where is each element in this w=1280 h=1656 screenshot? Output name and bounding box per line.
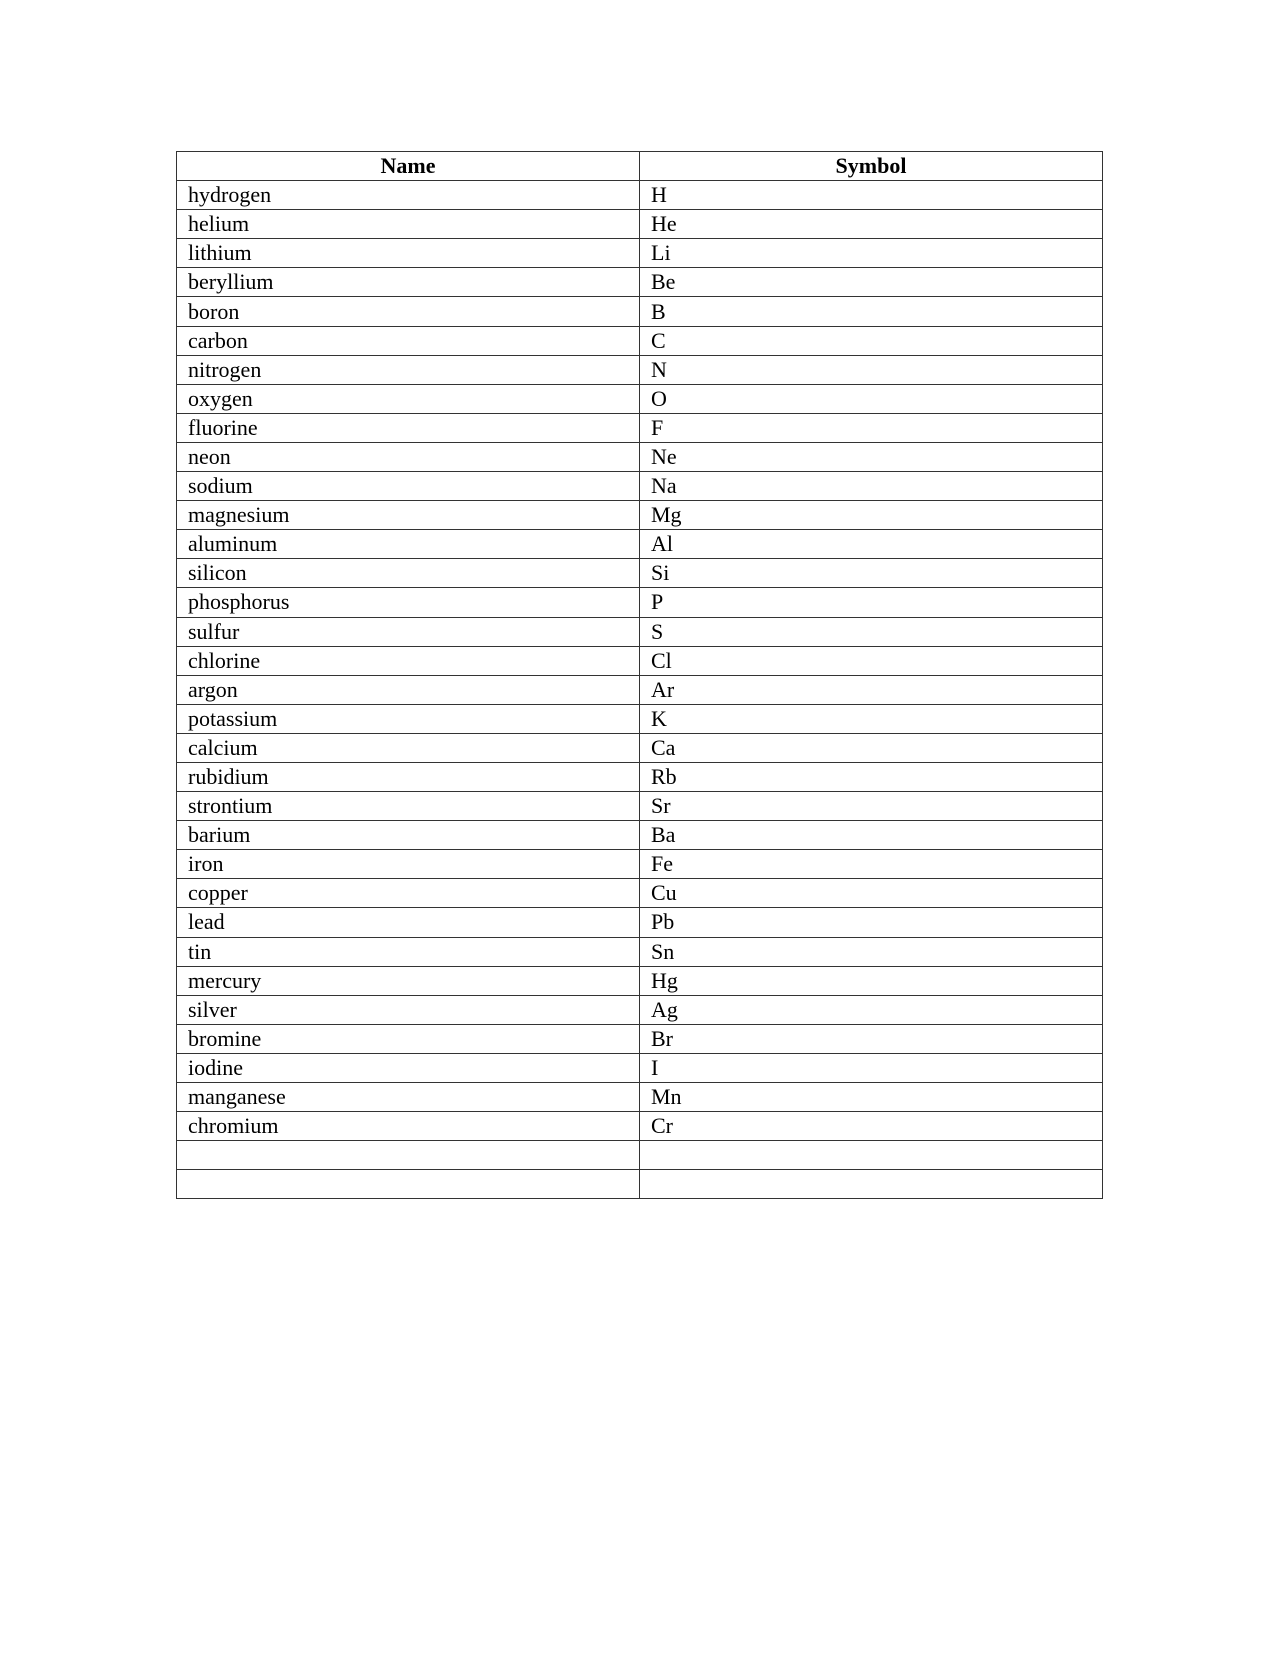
element-symbol-cell: F [640, 413, 1103, 442]
table-row [177, 850, 1103, 879]
element-name-cell: mercury [177, 966, 640, 995]
element-symbol-cell: Ne [640, 442, 1103, 471]
element-symbol-cell: Na [640, 472, 1103, 501]
element-name-cell: iodine [177, 1053, 640, 1082]
table-row [177, 268, 1103, 297]
element-symbol-cell: Ca [640, 733, 1103, 762]
element-symbol-cell: I [640, 1053, 1103, 1082]
element-name-cell: beryllium [177, 268, 640, 297]
table-row [177, 937, 1103, 966]
element-symbol-cell: Al [640, 530, 1103, 559]
element-symbol-cell: Ba [640, 821, 1103, 850]
table-row [177, 384, 1103, 413]
element-name-cell: chromium [177, 1112, 640, 1141]
element-name-cell: helium [177, 210, 640, 239]
element-name-cell: rubidium [177, 762, 640, 791]
element-symbol-cell: He [640, 210, 1103, 239]
table-row [177, 1053, 1103, 1082]
element-name-cell: neon [177, 442, 640, 471]
table-row [177, 588, 1103, 617]
table-row [177, 239, 1103, 268]
table-row [177, 879, 1103, 908]
table-row [177, 355, 1103, 384]
element-symbol-cell: Si [640, 559, 1103, 588]
element-name-cell: sodium [177, 472, 640, 501]
element-name-cell: hydrogen [177, 181, 640, 210]
table-row [177, 472, 1103, 501]
table-row [177, 646, 1103, 675]
header-row [177, 152, 1103, 181]
table-row [177, 1170, 1103, 1199]
element-symbol-cell: Rb [640, 762, 1103, 791]
elements-table [176, 151, 1103, 1199]
element-name-cell: fluorine [177, 413, 640, 442]
table-row [177, 559, 1103, 588]
element-symbol-cell: Be [640, 268, 1103, 297]
element-name-cell: manganese [177, 1083, 640, 1112]
element-name-cell: sulfur [177, 617, 640, 646]
table-row [177, 908, 1103, 937]
element-symbol-cell: Mn [640, 1083, 1103, 1112]
table-row [177, 733, 1103, 762]
table-row [177, 995, 1103, 1024]
table-row [177, 966, 1103, 995]
element-symbol-cell: K [640, 704, 1103, 733]
element-name-cell: phosphorus [177, 588, 640, 617]
element-name-cell: carbon [177, 326, 640, 355]
symbol-header: Symbol [640, 152, 1103, 181]
element-name-cell: silver [177, 995, 640, 1024]
element-symbol-cell: Ag [640, 995, 1103, 1024]
element-symbol-cell [640, 1141, 1103, 1170]
element-symbol-cell: S [640, 617, 1103, 646]
element-name-cell: potassium [177, 704, 640, 733]
element-name-cell: lithium [177, 239, 640, 268]
element-symbol-cell: Sn [640, 937, 1103, 966]
element-symbol-cell: Li [640, 239, 1103, 268]
element-symbol-cell: O [640, 384, 1103, 413]
element-name-cell: tin [177, 937, 640, 966]
element-symbol-cell: Cr [640, 1112, 1103, 1141]
element-symbol-cell: Pb [640, 908, 1103, 937]
element-symbol-cell: N [640, 355, 1103, 384]
table-row [177, 762, 1103, 791]
table-row [177, 501, 1103, 530]
element-name-cell: chlorine [177, 646, 640, 675]
table-row [177, 297, 1103, 326]
element-symbol-cell [640, 1170, 1103, 1199]
table-row [177, 1083, 1103, 1112]
table-row [177, 675, 1103, 704]
element-name-cell: bromine [177, 1024, 640, 1053]
element-name-cell: silicon [177, 559, 640, 588]
element-symbol-cell: Fe [640, 850, 1103, 879]
table-row [177, 704, 1103, 733]
element-name-cell: boron [177, 297, 640, 326]
table-row [177, 442, 1103, 471]
element-name-cell [177, 1141, 640, 1170]
element-name-cell: oxygen [177, 384, 640, 413]
table-row [177, 617, 1103, 646]
table-row [177, 1024, 1103, 1053]
table-row [177, 792, 1103, 821]
table-row [177, 181, 1103, 210]
element-symbol-cell: Hg [640, 966, 1103, 995]
element-name-cell: strontium [177, 792, 640, 821]
element-name-cell: magnesium [177, 501, 640, 530]
table-row [177, 821, 1103, 850]
table-row [177, 530, 1103, 559]
element-name-cell: lead [177, 908, 640, 937]
element-symbol-cell: Br [640, 1024, 1103, 1053]
element-symbol-cell: B [640, 297, 1103, 326]
element-symbol-cell: P [640, 588, 1103, 617]
element-symbol-cell: Ar [640, 675, 1103, 704]
element-symbol-cell: Sr [640, 792, 1103, 821]
element-symbol-cell: C [640, 326, 1103, 355]
element-name-cell: nitrogen [177, 355, 640, 384]
element-symbol-cell: H [640, 181, 1103, 210]
element-symbol-cell: Cu [640, 879, 1103, 908]
table-row [177, 1141, 1103, 1170]
element-name-cell: aluminum [177, 530, 640, 559]
name-header: Name [177, 152, 640, 181]
element-name-cell: iron [177, 850, 640, 879]
element-name-cell: barium [177, 821, 640, 850]
element-name-cell: calcium [177, 733, 640, 762]
table-row [177, 326, 1103, 355]
table-row [177, 1112, 1103, 1141]
table-row [177, 413, 1103, 442]
element-name-cell: copper [177, 879, 640, 908]
element-name-cell [177, 1170, 640, 1199]
element-symbol-cell: Mg [640, 501, 1103, 530]
element-symbol-cell: Cl [640, 646, 1103, 675]
table-row [177, 210, 1103, 239]
element-name-cell: argon [177, 675, 640, 704]
